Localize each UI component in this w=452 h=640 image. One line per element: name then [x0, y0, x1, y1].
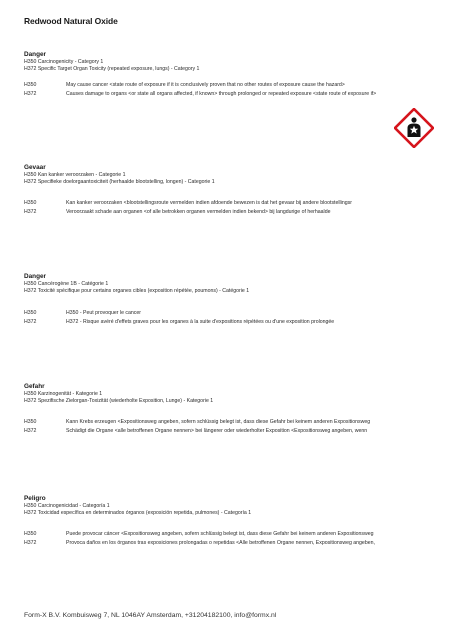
hazard-section-en — [24, 50, 434, 99]
hazard-statements — [24, 199, 434, 217]
statement-text: Puede provocar cáncer <Expositionsweg angeben, sofern schlüssig belegt ist, dass diese Gefahr bei keinem anderen Expositionsweg — [66, 531, 374, 538]
statement-row — [24, 199, 434, 208]
statement-row — [24, 418, 434, 427]
statement-row — [24, 81, 434, 90]
classification-line: H372 Toxicité spécifique pour certains organes cibles (exposition répétée, poumons) - Catégorie 1 — [24, 288, 250, 295]
hazard-section-nl — [24, 163, 434, 217]
classification-line: H372 Specifieke doelorgaantoxiciteit (herhaalde blootstelling, longen) - Categorie 1 — [24, 179, 215, 186]
classification-line: H350 Carcinogenicidad - Categoría 1 — [24, 503, 110, 509]
statement-row — [24, 530, 434, 539]
hazard-statements — [24, 418, 434, 436]
signal-word: Peligro — [24, 495, 46, 502]
statement-code: H350 — [24, 531, 37, 538]
hazard-section-fr — [24, 272, 434, 327]
statement-code: H372 — [24, 319, 37, 326]
classification-line: H350 Karzinogenität - Kategorie 1 — [24, 391, 103, 397]
statement-row — [24, 90, 434, 99]
document-title: Redwood Natural Oxide — [24, 16, 118, 26]
signal-word: Danger — [24, 273, 47, 280]
hazard-section-de — [24, 382, 434, 436]
classification-line: H350 Cancérogène 1B - Catégorie 1 — [24, 281, 109, 287]
statement-code: H372 — [24, 209, 37, 216]
statement-code: H372 — [24, 540, 37, 547]
statement-code: H372 — [24, 428, 37, 435]
statement-row — [24, 309, 434, 318]
classification-line: H372 Spezifische Zielorgan-Toxizität (wiederholte Exposition, Lunge) - Kategorie 1 — [24, 398, 214, 405]
statement-code: H350 — [24, 200, 37, 207]
statement-text: H350 - Peut provoquer le cancer — [66, 310, 141, 317]
signal-word: Gefahr — [24, 383, 45, 390]
classification-line: H350 Kan kanker veroorzaken - Categorie 1 — [24, 172, 126, 178]
signal-word: Gevaar — [24, 164, 46, 171]
statement-code: H350 — [24, 419, 37, 426]
statement-row — [24, 318, 434, 327]
statement-code: H350 — [24, 82, 37, 89]
statement-text: H372 - Risque avéré d'effets graves pour les organes à la suite d'expositions répétées ou d'une exposition prolongée — [66, 319, 335, 326]
statement-row — [24, 208, 434, 217]
statement-text: Kann Krebs erzeugen <Expositionsweg angeben, sofern schlüssig belegt ist, dass diese Gefahr bei keinem anderen Expositionsweg — [66, 419, 371, 426]
classification-line: H372 Specific Target Organ Toxicity (repeated exposure, lungs) - Category 1 — [24, 66, 200, 73]
classification-line: H372 Toxicidad específica en determinados órganos (exposición repetida, pulmones) - Categoría 1 — [24, 510, 252, 517]
hazard-section-es — [24, 494, 434, 548]
statement-row — [24, 539, 434, 548]
statement-row — [24, 427, 434, 436]
hazard-statements — [24, 81, 434, 99]
statement-text: Schädigt die Organe <alle betroffenen Organe nennen> bei längerer oder wiederholter Exposition <Expositionsweg angeben, wenn — [66, 428, 368, 435]
hazard-statements — [24, 530, 434, 548]
statement-text: Provoca daños en los órganos tras exposiciones prolongadas o repetidas <Alle betroffenen Organe nennen, Expositionsweg angeben, — [66, 540, 375, 547]
signal-word: Danger — [24, 51, 47, 58]
statement-text: Veroorzaakt schade aan organen <of alle betrokken organen vermelden indien bekend> bij langdurige of herhaalde — [66, 209, 331, 216]
statement-code: H350 — [24, 310, 37, 317]
statement-text: Kan kanker veroorzaken <blootstellingsroute vermelden indien afdoende bewezen is dat het gevaar bij andere blootstellingsr — [66, 200, 352, 207]
classification-line: H350 Carcinogenicity - Category 1 — [24, 59, 104, 65]
hazard-statements — [24, 309, 434, 327]
statement-text: Causes damage to organs <or state all organs affected, if known> through prolonged or repeated exposure <state route of exposure if> — [66, 91, 377, 98]
health-hazard-icon — [394, 108, 434, 148]
statement-code: H372 — [24, 91, 37, 98]
company-footer: Form-X B.V. Kombuisweg 7, NL 1046AY Amsterdam, +31204182100, info@formx.nl — [24, 612, 277, 619]
statement-text: May cause cancer <state route of exposure if it is conclusively proven that no other routes of exposure cause the hazard> — [66, 82, 345, 89]
